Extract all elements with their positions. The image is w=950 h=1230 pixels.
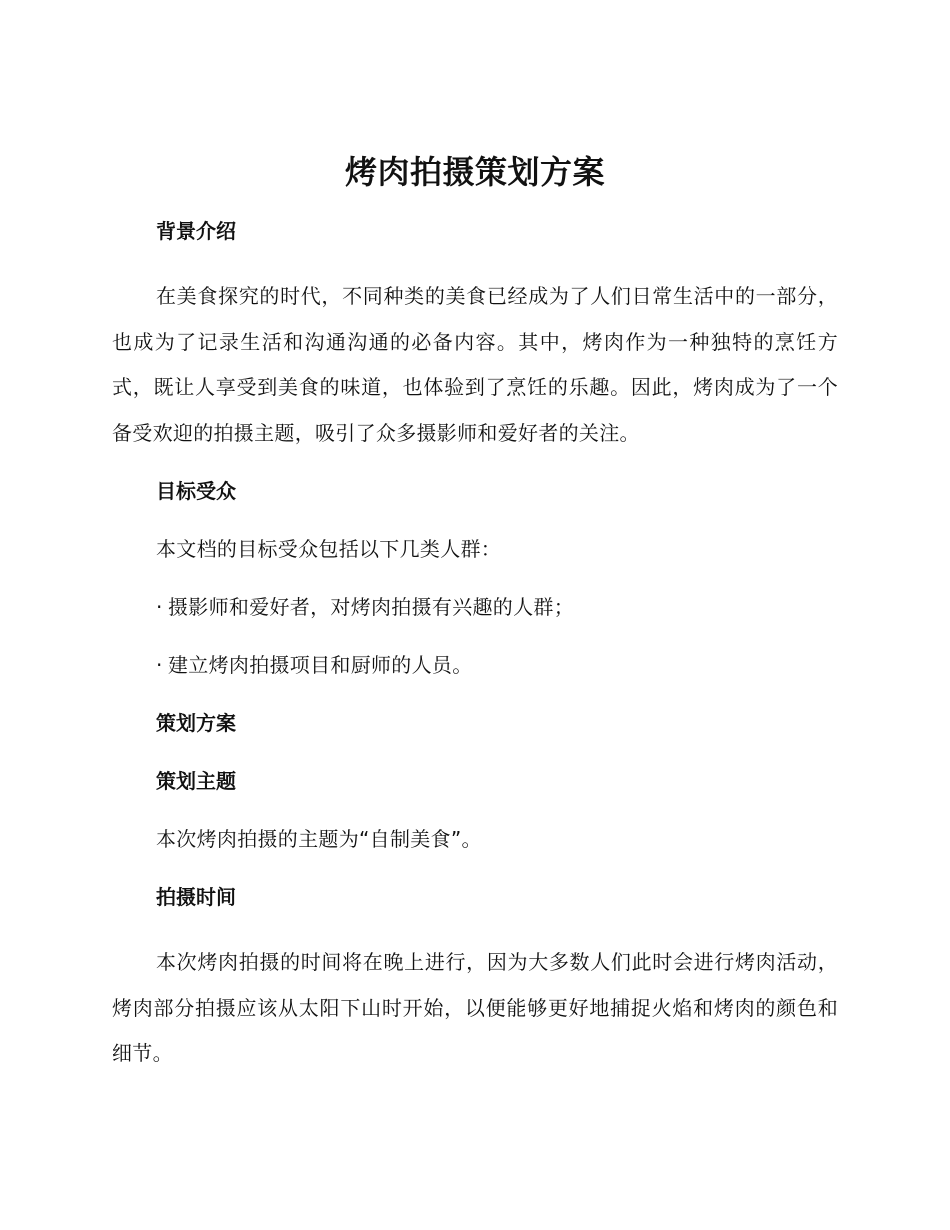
section-heading-theme: 策划主题: [156, 769, 236, 793]
background-paragraph: 在美食探究的时代，不同种类的美食已经成为了人们日常生活中的一部分，也成为了记录生活和沟通沟通的必备内容。其中，烤肉作为一种独特的烹饪方式，既让人享受到美食的味道，也体验到了烹饪的乐趣。因此，烤肉成为了一个备受欢迎的拍摄主题，吸引了众多摄影师和爱好者的关注。: [112, 284, 838, 445]
bullet-icon: ·: [156, 595, 163, 619]
time-paragraph: 本次烤肉拍摄的时间将在晚上进行，因为大多数人们此时会进行烤肉活动，烤肉部分拍摄应该从太阳下山时开始，以便能够更好地捕捉火焰和烤肉的颜色和细节。: [112, 950, 838, 1065]
list-item: [156, 592, 838, 622]
list-item-text: 建立烤肉拍摄项目和厨师的人员。: [168, 653, 473, 677]
list-item: [156, 650, 838, 680]
section-heading-background: 背景介绍: [156, 219, 236, 243]
section-heading-plan: 策划方案: [156, 711, 236, 735]
document-title: 烤肉拍摄策划方案: [344, 153, 605, 191]
bullet-icon: ·: [156, 653, 163, 677]
section-heading-audience: 目标受众: [156, 479, 236, 503]
section-heading-time: 拍摄时间: [156, 885, 236, 909]
audience-intro: 本文档的目标受众包括以下几类人群：: [156, 537, 502, 561]
list-item-text: 摄影师和爱好者，对烤肉拍摄有兴趣的人群；: [168, 595, 574, 619]
theme-text: 本次烤肉拍摄的主题为“自制美食”。: [156, 827, 482, 851]
